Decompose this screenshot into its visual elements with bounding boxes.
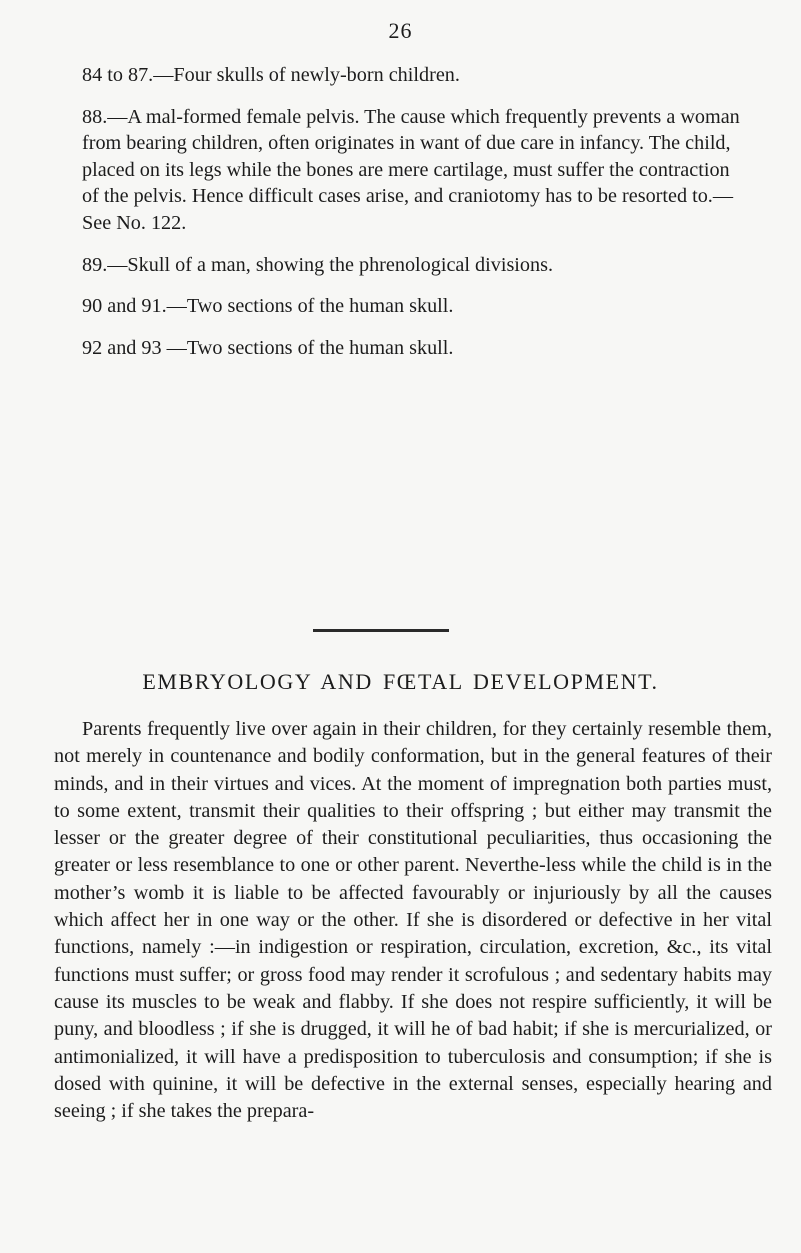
page-number: 26: [388, 18, 413, 43]
catalogue-entry-90-91: 90 and 91.—Two sections of the human skull.: [82, 295, 454, 318]
section-divider: [313, 629, 449, 632]
section-heading: EMBRYOLOGY AND FŒTAL DEVELOPMENT.: [142, 669, 659, 694]
catalogue-entry-88: 88.—A mal-formed female pelvis. The cause which frequently prevents a woman from bearing children, often originates in want of due care in infancy. The child, placed on its legs while the bones are mere cartilage, must suffer the contraction of the pelvis. Hence difficult cases arise, and craniotomy has to be resorted to.—See No. 122.: [82, 105, 740, 234]
catalogue-entry-84-87: 84 to 87.—Four skulls of newly-born children.: [82, 64, 460, 86]
section-body-paragraph: Parents frequently live over again in their children, for they certainly resemble them, not merely in countenance and bodily conformation, but in the general features of their minds, and in their virtues and vices. At the moment of impregnation both parties must, to some extent, transmit their qualities to their offspring ; but either may transmit the lesser or the greater degree of their constitutional peculiarities, thus occasioning the greater or less resemblance to one or other parent. Neverthe-less while the child is in the mother’s womb it is liable to be affected favourably or injuriously by all the causes which affect her in one way or the other. If she is disordered or defective in her vital functions, namely :—in indigestion or respiration, circulation, excretion, &c., its vital functions must suffer; or gross food may render it scrofulous ; and sedentary habits may cause its muscles to be weak and flabby. If she does not respire sufficiently, it will be puny, and bloodless ; if she is drugged, it will he of bad habit; if she is mercurialized, or antimonialized, it will have a predisposition to tuberculosis and consumption; if she is dosed with quinine, it will be defective in the external senses, especially hearing and seeing ; if she takes the prepara-: [54, 718, 772, 1123]
catalogue-entry-89: 89.—Skull of a man, showing the phrenological divisions.: [82, 253, 553, 276]
catalogue-entries: [82, 62, 742, 376]
catalogue-entry-92-93: 92 and 93 —Two sections of the human skull.: [82, 336, 454, 359]
